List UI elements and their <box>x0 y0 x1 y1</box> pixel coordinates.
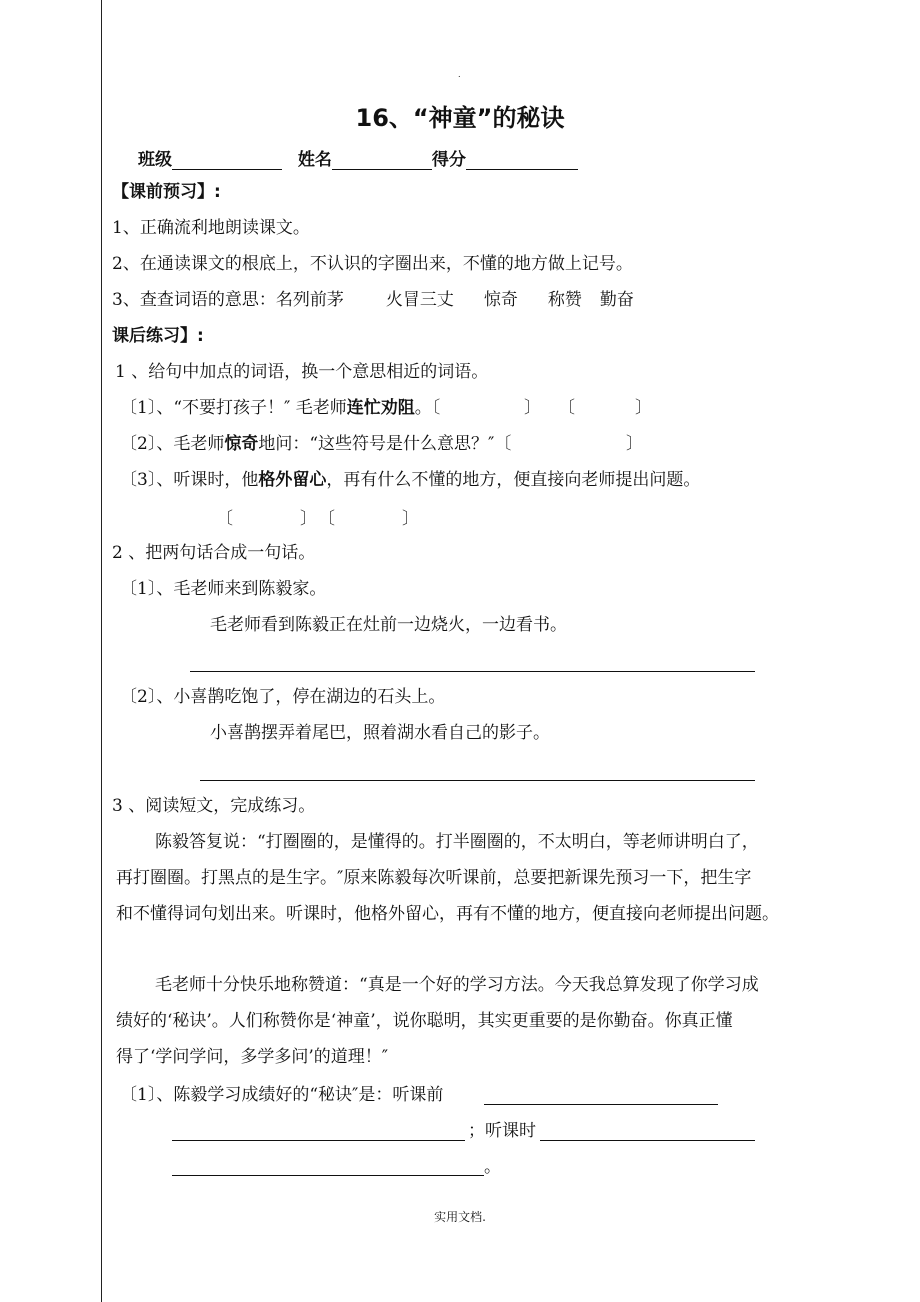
q2-b2: 小喜鹊摆弄着尾巴，照着湖水看自己的影子。 <box>210 723 550 743</box>
s1-pre: 〔1〕、“不要打孩子！″ 毛老师 <box>120 398 347 418</box>
q1-s3-close-paren-b: 〕 <box>402 509 419 529</box>
class-label: 班级 <box>138 150 172 170</box>
name-blank[interactable] <box>332 151 432 170</box>
preview-item-2: 2、在通读课文的根底上，不认识的字圈出来，不懂的地方做上记号。 <box>112 254 633 274</box>
s1-post: 。〔 <box>414 398 441 418</box>
page-margin-line <box>101 0 102 1302</box>
q2-answer-line-2[interactable] <box>200 780 755 781</box>
page-footer: 实用文档. <box>434 1210 486 1224</box>
q3-p1-line-2: 再打圈圈。打黑点的是生字。″原来陈毅每次听课前，总要把新课先预习一下，把生字 <box>116 868 752 888</box>
practice-heading: 课后练习】: <box>112 326 204 346</box>
word-5: 勤奋 <box>599 290 634 310</box>
word-4: 称赞 <box>547 290 582 310</box>
q1-s3-close-paren-a: 〕 <box>300 509 317 529</box>
q3-p2-line-3: 得了‘学问学问，多学多问’的道理！″ <box>116 1047 389 1067</box>
s3-pre: 〔3〕、听课时，他 <box>120 470 259 490</box>
q1-sentence-1 <box>120 398 440 418</box>
s2-post: 地问：“这些符号是什么意思？″〔 <box>258 434 512 454</box>
q1-s1-open-paren-b: 〔 <box>558 398 575 418</box>
q3-blank-during-class[interactable] <box>540 1140 755 1141</box>
q2-a2: 毛老师看到陈毅正在灶前一边烧火，一边看书。 <box>210 615 567 635</box>
q3-period: 。 <box>484 1157 501 1177</box>
score-blank[interactable] <box>466 151 578 170</box>
q3-blank-line-2a[interactable] <box>172 1140 465 1141</box>
q3-blank-before-class[interactable] <box>484 1104 718 1105</box>
top-dot: . <box>458 70 461 79</box>
preview-item-1: 1、正确流利地朗读课文。 <box>112 218 310 238</box>
q1-s3-open-paren-a: 〔 <box>216 509 233 529</box>
q1-s1-close-paren-b: 〕 <box>635 398 652 418</box>
preview-heading: 【课前预习】: <box>112 182 221 202</box>
q3-p1-line-3: 和不懂得词句划出来。听课时，他格外留心，再有不懂的地方，便直接向老师提出问题。 <box>116 904 779 924</box>
preview-item-3 <box>112 290 634 310</box>
preview-item-3-prefix: 3、查查词语的意思： <box>112 290 276 310</box>
word-3: 惊奇 <box>483 290 518 310</box>
score-label: 得分 <box>431 150 466 170</box>
q2-answer-line-1[interactable] <box>190 671 755 672</box>
q2-prompt: 2 、把两句话合成一句话。 <box>112 543 316 563</box>
q3-prompt: 3 、阅读短文，完成练习。 <box>112 796 316 816</box>
class-blank[interactable] <box>172 151 282 170</box>
q3-blank-line-3[interactable] <box>172 1175 484 1176</box>
q3-p2-line-2: 绩好的‘秘诀’。人们称赞你是‘神童’，说你聪明，其实更重要的是你勤奋。你真正懂 <box>116 1011 733 1031</box>
word-1: 名列前茅 <box>275 290 344 310</box>
s2-pre: 〔2〕、毛老师 <box>120 434 225 454</box>
q1-sentence-2 <box>120 434 511 454</box>
q2-a1: 〔1〕、毛老师来到陈毅家。 <box>120 579 327 599</box>
q3-p1-line-1: 陈毅答复说：“打圈圈的，是懂得的。打半圈圈的，不太明白，等老师讲明白了， <box>155 832 759 852</box>
q1-s1-close-paren-a: 〕 <box>524 398 541 418</box>
s2-keyword: 惊奇 <box>224 434 259 454</box>
q1-s3-open-paren-b: 〔 <box>318 509 335 529</box>
q3-p2-line-1: 毛老师十分快乐地称赞道：“真是一个好的学习方法。今天我总算发现了你学习成 <box>155 975 759 995</box>
q2-b1: 〔2〕、小喜鹊吃饱了，停在湖边的石头上。 <box>120 687 446 707</box>
s3-post: ，再有什么不懂的地方，便直接向老师提出问题。 <box>326 470 701 490</box>
s3-keyword: 格外留心 <box>258 470 327 490</box>
name-label: 姓名 <box>297 150 332 170</box>
q3-semicolon-text: ；听课时 <box>468 1121 536 1141</box>
q1-sentence-3 <box>120 470 700 490</box>
s1-keyword: 连忙劝阻 <box>346 398 415 418</box>
q3-sub1: 〔1〕、陈毅学习成绩好的“秘诀″是：听课前 <box>120 1085 444 1105</box>
q1-prompt: 1 、给句中加点的词语，换一个意思相近的词语。 <box>115 362 489 382</box>
word-2: 火冒三丈 <box>385 290 454 310</box>
q1-s2-close-paren: 〕 <box>626 434 643 454</box>
page-title: 16、“神童”的秘诀 <box>355 104 565 132</box>
header-fields <box>138 145 578 170</box>
